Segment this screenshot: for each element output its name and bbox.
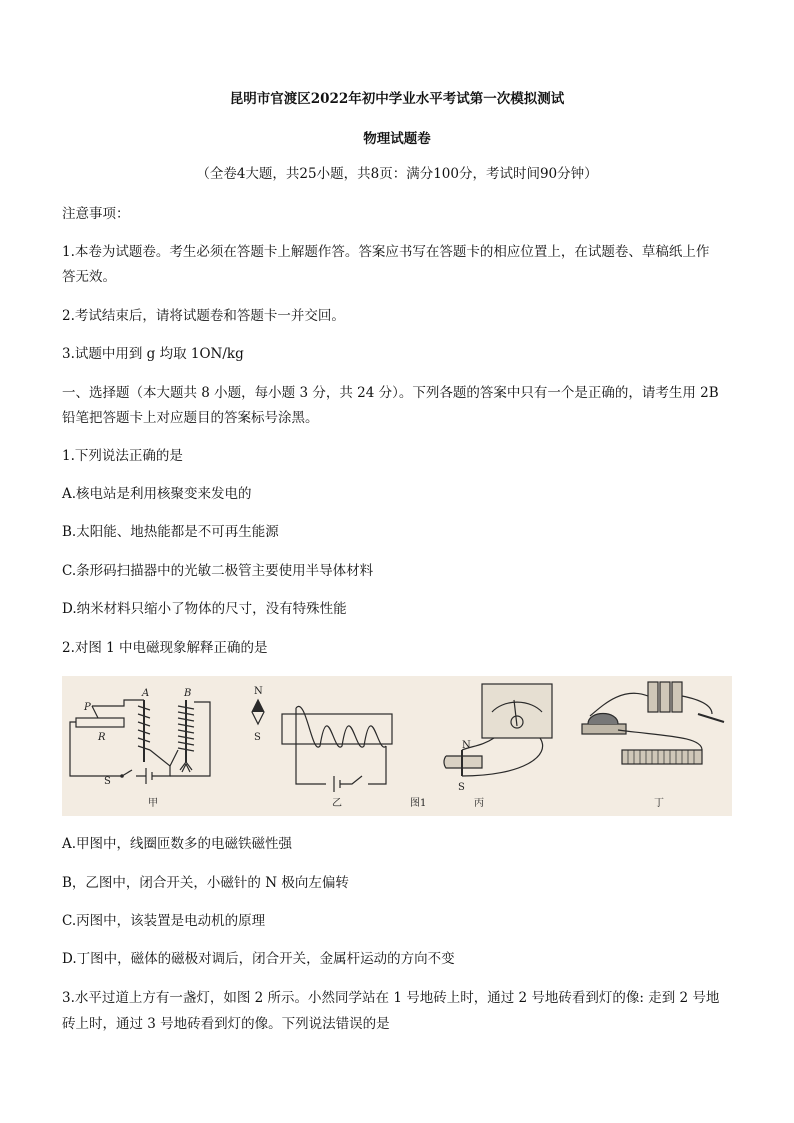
question-2-option-d: D.丁图中，磁体的磁极对调后，闭合开关，金属杆运动的方向不变 bbox=[62, 951, 455, 967]
notice-item-2: 2.考试结束后，请将试题卷和答题卡一并交回。 bbox=[62, 308, 345, 324]
horseshoe-magnet bbox=[588, 714, 618, 725]
figure-caption: 图1 bbox=[410, 798, 427, 809]
label-jia: 甲 bbox=[148, 798, 158, 809]
figure-1 bbox=[62, 676, 732, 816]
question-1-option-c: C.条形码扫描器中的光敏二极管主要使用半导体材料 bbox=[62, 563, 374, 579]
switch-pivot bbox=[120, 774, 124, 778]
compass-north-half bbox=[252, 700, 264, 712]
wire-right bbox=[170, 702, 210, 776]
label-bing: 丙 bbox=[474, 798, 484, 809]
battery-cell-3 bbox=[672, 682, 682, 712]
label-p: P bbox=[84, 702, 91, 713]
label-s1: S bbox=[104, 776, 111, 787]
switch-knife bbox=[698, 714, 724, 722]
question-1-option-d: D.纳米材料只缩小了物体的尺寸，没有特殊性能 bbox=[62, 601, 347, 617]
question-3-line-2: 砖上时，通过 3 号地砖看到灯的像。下列说法错误的是 bbox=[62, 1016, 390, 1032]
question-1-stem: 1.下列说法正确的是 bbox=[62, 448, 183, 464]
magnet-base bbox=[582, 724, 626, 734]
solenoid-circuit bbox=[296, 708, 386, 792]
notice-item-1-line-1: 1.本卷为试题卷。考生必须在答题卡上解题作答。答案应书写在答题卡的相应位置上，在试题卷、草稿纸上作 bbox=[62, 244, 710, 260]
wire-left-bottom bbox=[70, 722, 122, 776]
label-n2: N bbox=[462, 740, 471, 751]
rheostat-slider bbox=[92, 706, 98, 718]
label-b: B bbox=[184, 688, 192, 699]
coil-link bbox=[150, 750, 178, 766]
battery-cell-1 bbox=[648, 682, 658, 712]
label-s2: S bbox=[254, 732, 261, 743]
wire-battery-left bbox=[590, 693, 648, 716]
label-a: A bbox=[142, 688, 150, 699]
question-2-stem: 2.对图 1 中电磁现象解释正确的是 bbox=[62, 640, 268, 656]
wire-rheostat bbox=[618, 730, 702, 750]
rheostat-body bbox=[76, 718, 124, 727]
label-ding: 丁 bbox=[654, 798, 664, 809]
notice-heading: 注意事项： bbox=[62, 206, 130, 222]
label-yi: 乙 bbox=[332, 798, 342, 809]
notice-item-3: 3.试题中用到 g 均取 1ON/kg bbox=[62, 346, 244, 362]
label-n: N bbox=[254, 686, 263, 697]
wire-slider bbox=[92, 700, 144, 706]
exam-title: 昆明市官渡区2022年初中学业水平考试第一次模拟测试 bbox=[229, 91, 565, 107]
battery-wires bbox=[136, 766, 170, 784]
exam-subtitle: 物理试题卷 bbox=[363, 131, 431, 147]
figure-1-drawing bbox=[62, 676, 732, 816]
question-1-option-a: A.核电站是利用核聚变来发电的 bbox=[62, 486, 252, 502]
iron-filings bbox=[180, 762, 192, 772]
section-1-line-1: 一、选择题（本大题共 8 小题，每小题 3 分，共 24 分）。下列各题的答案中只有一个是正确的，请考生用 2B bbox=[62, 385, 719, 401]
wire-battery-right bbox=[682, 696, 712, 714]
question-3-line-1: 3.水平过道上方有一盏灯，如图 2 所示。小然同学站在 1 号地砖上时，通过 2 号地砖看到灯的像: 走到 2 号地 bbox=[62, 990, 720, 1006]
question-2-option-c: C.丙图中，该装置是电动机的原理 bbox=[62, 913, 266, 929]
section-1-line-2: 铅笔把答题卡上对应题目的答案标号涂黑。 bbox=[62, 410, 319, 426]
solenoid-core bbox=[282, 714, 392, 744]
solenoid-coil bbox=[296, 706, 386, 747]
notice-item-1-line-2: 答无效。 bbox=[62, 269, 116, 285]
question-2-option-a: A.甲图中，线圈匝数多的电磁铁磁性强 bbox=[62, 836, 293, 852]
label-r: R bbox=[98, 732, 106, 743]
label-s3: S bbox=[458, 782, 465, 793]
question-1-option-b: B.太阳能、地热能都是不可再生能源 bbox=[62, 524, 279, 540]
exam-info: （全卷4大题，共25小题，共8页：满分100分，考试时间90分钟） bbox=[196, 166, 598, 182]
question-2-option-b: B，乙图中，闭合开关，小磁针的 N 极向左偏转 bbox=[62, 875, 349, 891]
battery-cell-2 bbox=[660, 682, 670, 712]
